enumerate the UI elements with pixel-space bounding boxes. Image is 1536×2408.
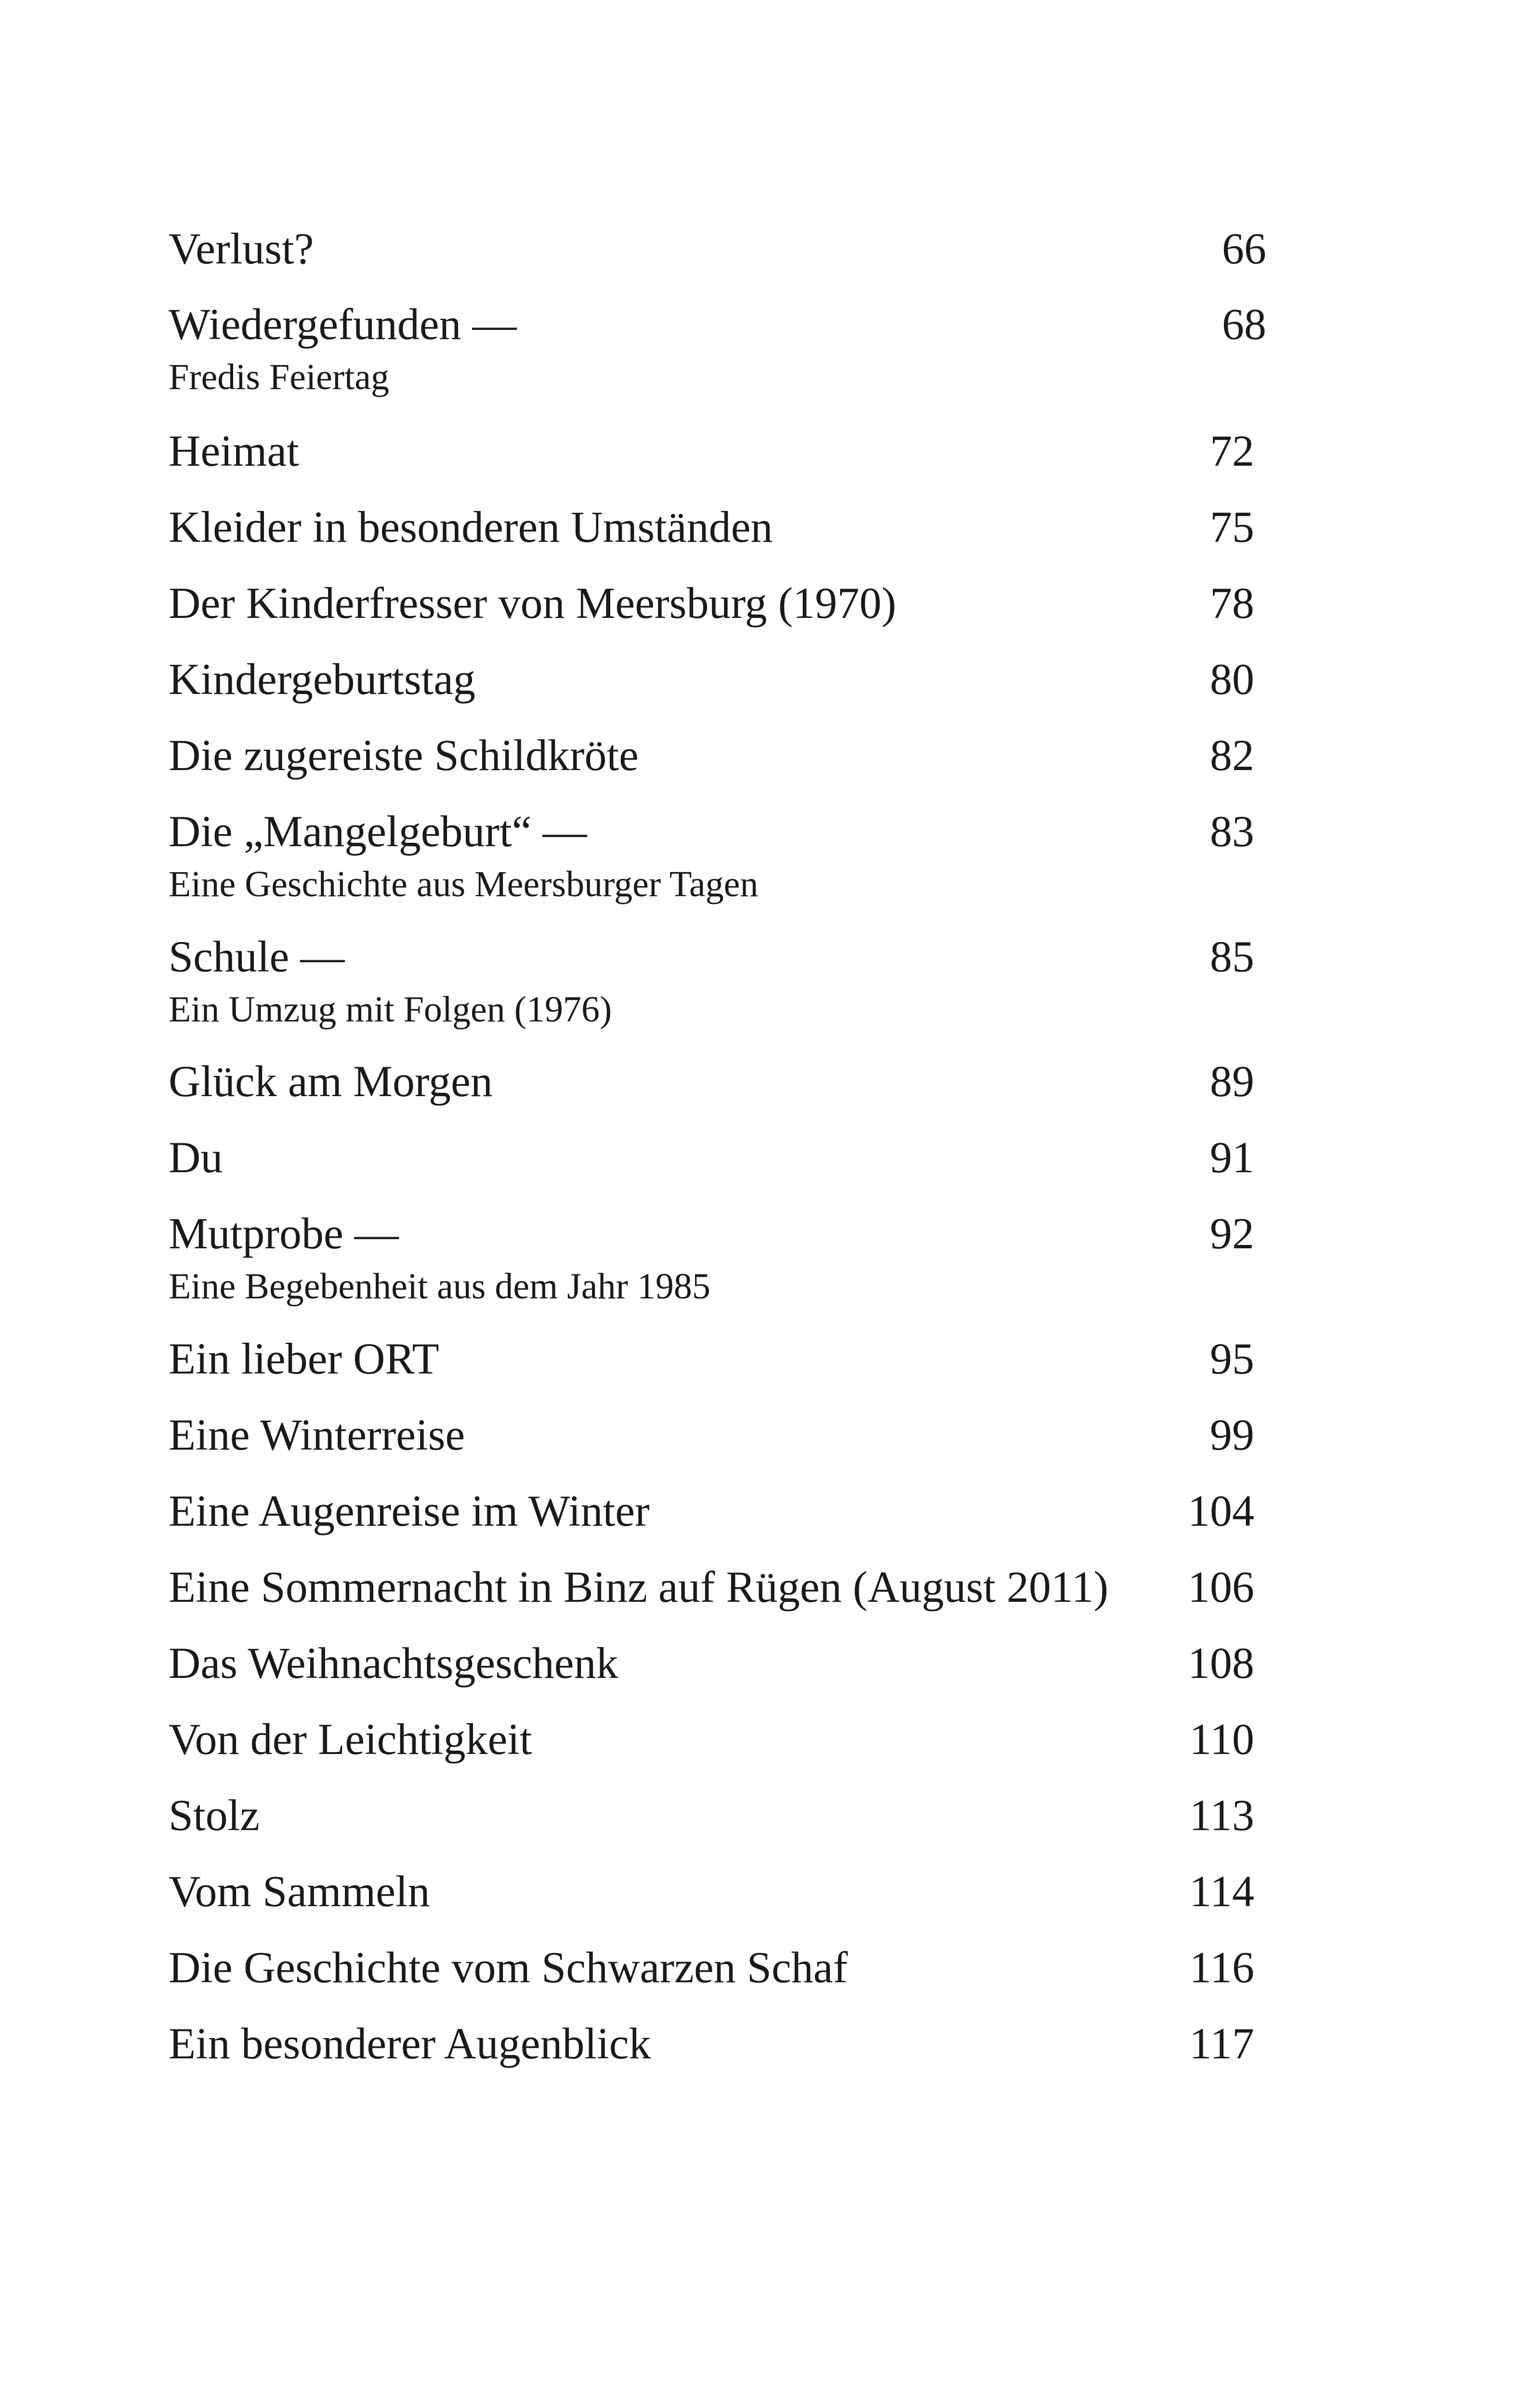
entry-page-number: 82 [1210,731,1254,780]
entry-page-number: 91 [1210,1133,1254,1182]
entry-page-number: 78 [1210,578,1254,628]
entry-title: Eine Winterreise [169,1410,465,1459]
entry-title: Kindergeburtstag [169,654,476,704]
entry-title: Schule — [169,932,345,981]
entry-page-number: 99 [1210,1410,1254,1459]
entry-title: Der Kinderfresser von Meersburg (1970) [169,578,896,628]
entry-page-number: 80 [1210,654,1254,704]
entry-page-number: 89 [1210,1057,1254,1106]
entry-page-number: 92 [1210,1209,1254,1258]
entry-page-number: 72 [1210,426,1254,475]
entry-title: Verlust? [169,224,314,273]
entry-title: Ein besonderer Augenblick [169,2019,651,2068]
entry-title: Eine Sommernacht in Binz auf Rügen (August 2011) [169,1562,1109,1611]
entry-page-number: 83 [1210,807,1254,856]
entry-subtitle: Fredis Feiertag [169,357,390,397]
entry-page-number: 108 [1188,1638,1254,1688]
entry-title: Stolz [169,1791,260,1840]
entry-title: Vom Sammeln [169,1867,430,1916]
entry-title: Du [169,1133,223,1182]
entry-title: Ein lieber ORT [169,1334,439,1383]
entry-title: Heimat [169,426,299,475]
entry-page-number: 114 [1189,1867,1254,1916]
entry-page-number: 66 [1222,224,1266,273]
entry-subtitle: Eine Geschichte aus Meersburger Tagen [169,864,759,904]
entry-title: Von der Leichtigkeit [169,1714,532,1764]
entry-title: Die zugereiste Schildkröte [169,731,639,780]
entry-title: Die „Mangelgeburt“ — [169,807,587,856]
entry-page-number: 116 [1189,1943,1254,1992]
entry-page-number: 113 [1189,1791,1254,1840]
entry-page-number: 104 [1188,1486,1254,1535]
entry-title: Kleider in besonderen Umständen [169,502,773,551]
entry-title: Wiedergefunden — [169,300,517,349]
entry-page-number: 95 [1210,1334,1254,1383]
entry-title: Das Weihnachtsgeschenk [169,1638,618,1688]
entry-page-number: 85 [1210,932,1254,981]
entry-page-number: 75 [1210,502,1254,551]
entry-title: Glück am Morgen [169,1057,493,1106]
entry-title: Die Geschichte vom Schwarzen Schaf [169,1943,848,1992]
entry-subtitle: Ein Umzug mit Folgen (1976) [169,989,612,1030]
entry-page-number: 117 [1189,2019,1254,2068]
entry-title: Mutprobe — [169,1209,399,1258]
entry-page-number: 110 [1189,1714,1254,1764]
entry-page-number: 68 [1222,300,1266,349]
entry-subtitle: Eine Begebenheit aus dem Jahr 1985 [169,1266,710,1307]
entry-title: Eine Augenreise im Winter [169,1486,650,1535]
entry-page-number: 106 [1188,1562,1254,1611]
